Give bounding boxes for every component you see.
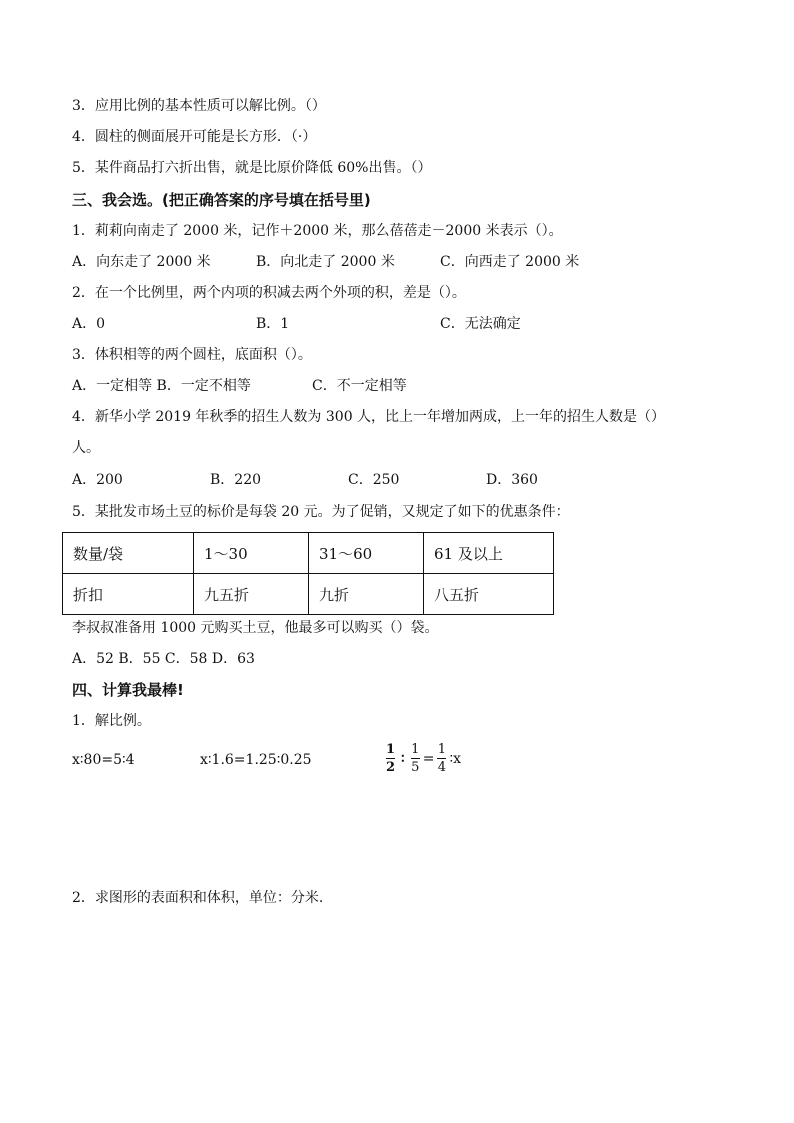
s4-q1-text: 1．解比例。: [72, 713, 151, 729]
discount-table: [62, 532, 554, 615]
s3-q4-text: 4．新华小学 2019 年秋季的招生人数为 300 人，比上一年增加两成，上一年的招生人数是（）: [72, 409, 666, 425]
equation-1: x∶80=5∶4: [72, 752, 135, 768]
table-cell: 61 及以上: [424, 533, 554, 574]
table-cell: 1～30: [194, 533, 309, 574]
section3-heading: 三、我会选。(把正确答案的序号填在括号里): [72, 191, 371, 209]
s3-q4-option-b: B．220: [210, 472, 262, 488]
table-cell: 八五折: [424, 574, 554, 615]
table-cell: 数量/袋: [63, 533, 194, 574]
equation-2: x∶1.6=1.25∶0.25: [200, 752, 312, 768]
ratio-colon: ∶: [401, 750, 405, 767]
numerator: 1: [411, 742, 420, 757]
s3-q5-text: 5．某批发市场土豆的标价是每袋 20 元。为了促销，又规定了如下的优惠条件：: [72, 504, 570, 520]
s3-q3-option-c: C．不一定相等: [312, 378, 407, 394]
table-row: [63, 574, 554, 615]
judge-q4: 4．圆柱的侧面展开可能是长方形．（·）: [72, 129, 317, 145]
s3-q5-options: A．52 B．55 C．58 D．63: [72, 651, 255, 667]
table-cell: 折扣: [63, 574, 194, 615]
section4-heading: 四、计算我最棒!: [72, 681, 184, 699]
s3-q4-option-c: C．250: [348, 472, 400, 488]
s3-q1-text: 1．莉莉向南走了 2000 米，记作＋2000 米，那么蓓蓓走－2000 米表示（）。: [72, 223, 563, 239]
equation-3: [386, 742, 461, 775]
s3-q5-after: 李叔叔准备用 1000 元购买土豆，他最多可以购买（）袋。: [72, 620, 439, 636]
s3-q3-options-ab: A．一定相等 B．一定不相等: [72, 378, 251, 394]
denominator: 2: [386, 760, 396, 775]
s3-q1-option-a: A．向东走了 2000 米: [72, 254, 211, 270]
numerator: 1: [437, 742, 447, 757]
s3-q2-option-b: B．1: [256, 316, 290, 332]
s4-q2-text: 2．求图形的表面积和体积，单位：分米.: [72, 890, 324, 906]
s3-q4-option-a: A．200: [72, 472, 123, 488]
s3-q2-text: 2．在一个比例里，两个内项的积减去两个外项的积，差是（）。: [72, 285, 466, 301]
s3-q3-text: 3．体积相等的两个圆柱，底面积（）。: [72, 347, 312, 363]
equals-sign: =: [422, 750, 435, 767]
fraction-fifth: [411, 742, 420, 775]
table-cell: 九五折: [194, 574, 309, 615]
table-cell: 31～60: [309, 533, 424, 574]
s3-q2-option-c: C．无法确定: [440, 316, 521, 332]
fraction-quarter: [437, 742, 446, 775]
s3-q1-option-b: B．向北走了 2000 米: [256, 254, 395, 270]
fraction-half: [386, 742, 395, 775]
denominator: 4: [437, 760, 447, 775]
judge-q3: 3．应用比例的基本性质可以解比例。（）: [72, 98, 326, 114]
judge-q5: 5．某件商品打六折出售，就是比原价降低 60%出售。（）: [72, 160, 432, 176]
s3-q4-text-cont: 人。: [72, 440, 100, 456]
denominator: 5: [411, 760, 420, 775]
numerator: 1: [386, 742, 396, 757]
equation-tail: ∶x: [449, 750, 461, 767]
s3-q2-option-a: A．0: [72, 316, 106, 332]
s3-q4-option-d: D．360: [486, 472, 538, 488]
s3-q1-option-c: C．向西走了 2000 米: [440, 254, 580, 270]
table-cell: 九折: [309, 574, 424, 615]
table-row: [63, 533, 554, 574]
